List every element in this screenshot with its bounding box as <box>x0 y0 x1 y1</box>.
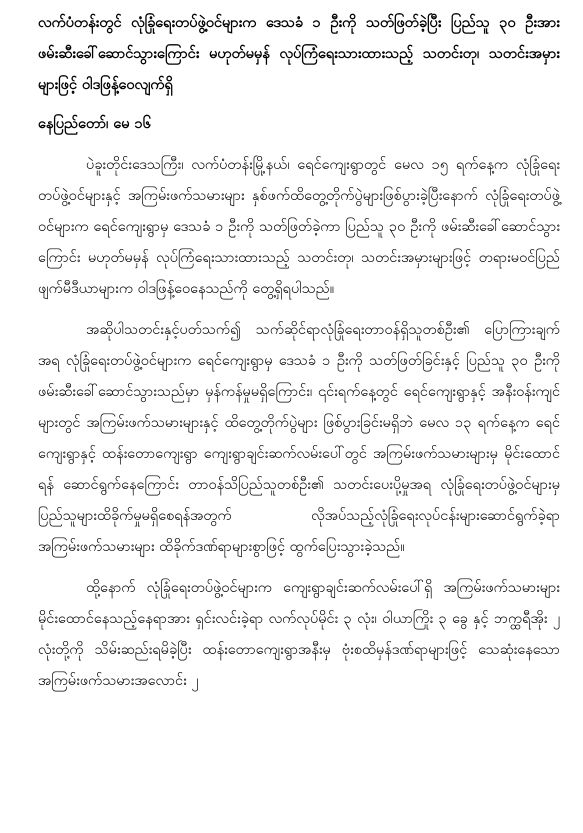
article-paragraph: ထို့နောက် လုံခြုံရေးတပ်ဖွဲ့ဝင်များက ကျေးရွာချင်းဆက်လမ်းပေါ်ရှိ အကြမ်းဖက်သမားများ မိုင်းထောင်နေသည့်နေရာအား ရှင်းလင်းခဲ့ရာ လက်လုပ်မိုင်း ၃ လုံး၊ ဝါယာကြိုး ၃ ခွေ နှင့် ဘက္ထရီအိုး ၂ လုံးတို့ကို သိမ်းဆည်းရမိခဲ့ပြီး ထန်းတောကျေးရွာအနီးမှ ဗုံးစထိမှန်ဒဏ်ရာများဖြင့် သေဆုံးနေသော အကြမ်းဖက်သမားအလောင်း ၂ <box>38 580 560 689</box>
article-headline: လက်ပံတန်းတွင် လုံခြုံရေးတပ်ဖွဲ့ဝင်များက ဒေသခံ ၁ ဦးကို သတ်ဖြတ်ခဲ့ပြီး ပြည်သူ ၃၀ ဦးအား ဖမ်းဆီးခေါ်ဆောင်သွားကြောင်း မဟုတ်မမှန် လုပ်ကြံရေးသားထားသည့် သတင်းတု၊ သတင်းအမှားများဖြင့် ဝါဒဖြန့်ဝေလျက်ရှိ <box>38 15 560 93</box>
article-dateline: နေပြည်တော်၊ မေ ၁၆ <box>38 116 151 132</box>
article-paragraph: အဆိုပါသတင်းနှင့်ပတ်သက်၍ သက်ဆိုင်ရာလုံခြုံရေးတာဝန်ရှိသူတစ်ဦး၏ ပြောကြားချက်အရ လုံခြုံရေးတပ်ဖွဲ့ဝင်များက ရေင်ကျေးရွာမှ ဒေသခံ ၁ ဦးကို သတ်ဖြတ်ခြင်းနှင့် ပြည်သူ ၃၀ ဦးကို ဖမ်းဆီးခေါ်ဆောင်သွားသည်မှာ မှန်ကန်မှုမရှိကြောင်း၊ ၎င်းရက်နေ့တွင် ရေင်ကျေးရွာနှင့် အနီးဝန်းကျင်များတွင် အကြမ်းဖက်သမားများနှင့် ထိတွေ့တိုက်ပွဲများ ဖြစ်ပွားခြင်းမရှိဘဲ မေလ ၁၃ ရက်နေ့က ရေင်ကျေးရွာနှင့် ထန်းတောကျေးရွာ ကျေးရွာချင်းဆက်လမ်းပေါ်တွင် အကြမ်းဖက်သမားများမှ မိုင်းထောင်ရန် ဆောင်ရွက်နေကြောင်း တာဝန်သိပြည်သူတစ်ဦး၏ သတင်းပေးပို့မှုအရ လုံခြုံရေးတပ်ဖွဲ့ဝင်များမှ ပြည်သူများထိခိုက်မှုမရှိစေရန်အတွက် လိုအပ်သည့်လုံခြုံရေးလုပ်ငန်းများဆောင်ရွက်ခဲ့ရာ အကြမ်းဖက်သမားများ ထိခိုက်ဒဏ်ရာများစွာဖြင့် ထွက်ပြေးသွားခဲ့သည်။ <box>38 322 560 555</box>
news-article <box>38 8 560 707</box>
article-paragraph: ပဲခူးတိုင်းဒေသကြီး၊ လက်ပံတန်းမြို့နယ်၊ ရေင်ကျေးရွာတွင် မေလ ၁၅ ရက်နေ့က လုံခြုံရေးတပ်ဖွဲ့ဝင်များနှင့် အကြမ်းဖက်သမားများ နှစ်ဖက်ထိတွေ့တိုက်ပွဲများဖြစ်ပွားခဲ့ပြီးနောက် လုံခြုံရေးတပ်ဖွဲ့ဝင်များက ရေင်ကျေးရွာမှ ဒေသခံ ၁ ဦးကို သတ်ဖြတ်ခဲ့ကာ ပြည်သူ ၃၀ ဦးကို ဖမ်းဆီးခေါ်ဆောင်သွားကြောင်း မဟုတ်မမှန် လုပ်ကြံရေးသားထားသည့် သတင်းတု၊ သတင်းအမှားများဖြင့် တရားမဝင်ပြည်ဖျက်မီဒီယာများက ဝါဒဖြန့်ဝေနေသည်ကို တွေ့ရှိရပါသည်။ <box>38 157 560 297</box>
